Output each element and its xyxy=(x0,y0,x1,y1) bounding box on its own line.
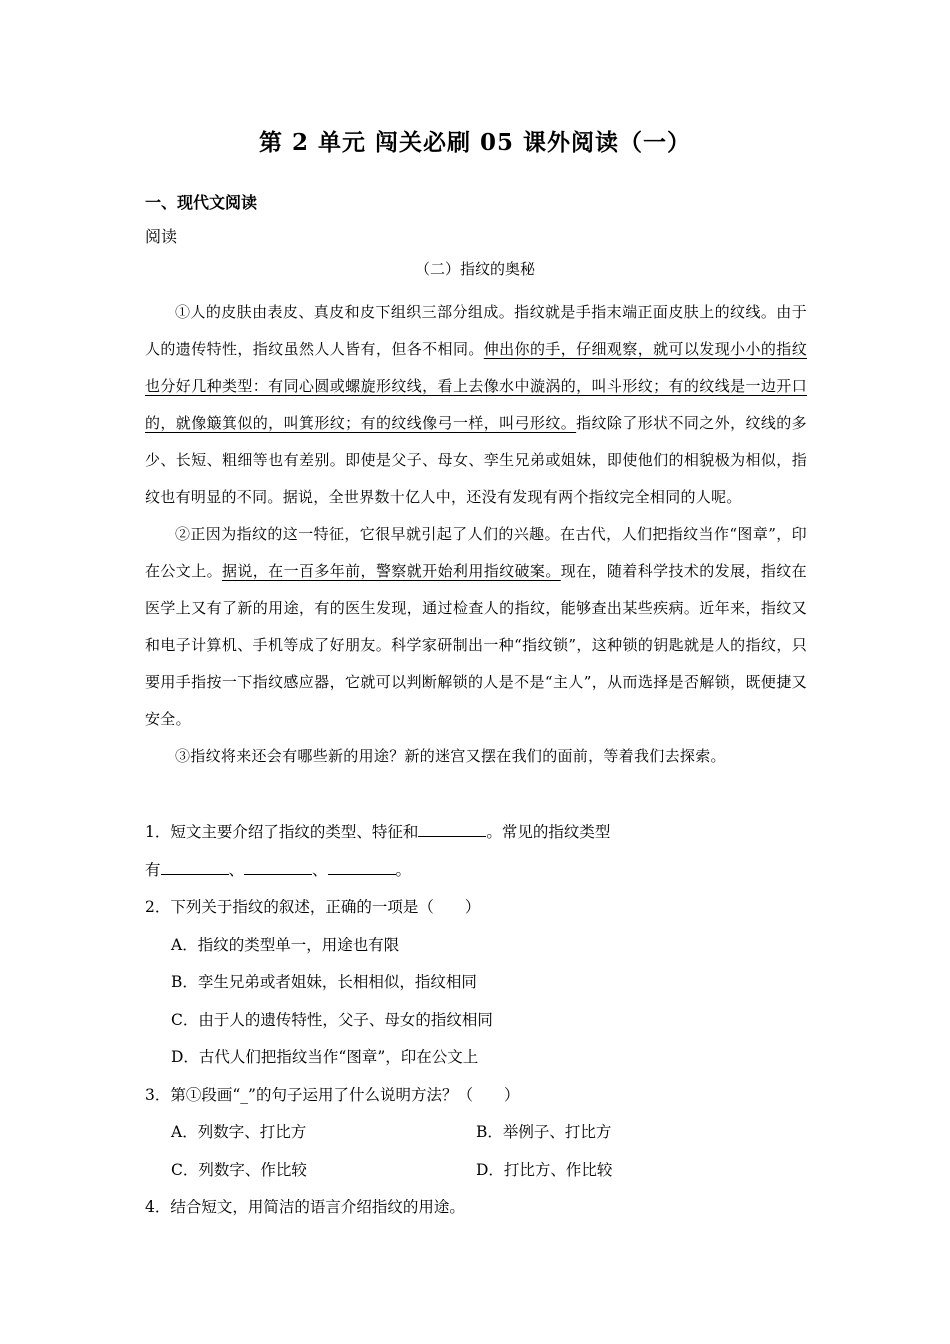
paragraph-2-text-a: ②正因为指纹的这一特征，它很早就引起了人们的兴趣。在古代，人们把指纹当作“图章”，印在公文上。 xyxy=(145,525,807,580)
underlined-sentence-2: 据说，在一百多年前，警察就开始利用指纹破案。 xyxy=(221,562,561,580)
underlined-sentence-1: 伸出你的手，仔细观察，就可以发现小小的指纹也分好几种类型：有同心圆或螺旋形纹线，看上去像水中漩涡的，叫斗形纹；有的纹线是一边开口的，就像簸箕似的，叫箕形纹；有的纹线像弓一样，叫弓形纹。 xyxy=(145,340,807,432)
answer-blank-1[interactable] xyxy=(418,835,486,837)
question-1-line-2 xyxy=(145,852,807,890)
question-4: 4．结合短文，用简洁的语言介绍指纹的用途。 xyxy=(145,1198,465,1216)
question-3-option-c[interactable]: C．列数字、作比较 xyxy=(171,1160,307,1179)
question-3-option-a[interactable]: A．列数字、打比方 xyxy=(171,1123,307,1141)
question-2-option-a[interactable]: A．指纹的类型单一，用途也有限 xyxy=(171,935,400,954)
question-1-end: 。 xyxy=(395,860,412,879)
answer-blank-2[interactable] xyxy=(161,873,229,875)
paragraph-1-text-a: ①人的皮肤由表皮、真皮和皮下组织三部分组成。指纹就是手指末端正面皮肤上的纹线。由于人的遗传特性，指纹虽然人人皆有，但各不相同。 xyxy=(145,303,807,358)
paragraph-1 xyxy=(145,294,807,516)
answer-blank-4[interactable] xyxy=(328,873,396,875)
paragraph-2 xyxy=(145,516,807,738)
reading-passage xyxy=(145,294,807,775)
question-1 xyxy=(145,814,807,852)
passage-title: （二）指纹的奥秘 xyxy=(414,260,535,278)
question-3-option-b[interactable]: B．举例子、打比方 xyxy=(476,1123,612,1141)
paragraph-3: ③指纹将来还会有哪些新的用途？新的迷宫又摆在我们的面前，等着我们去探索。 xyxy=(175,747,726,765)
page-title: 第 2 单元 闯关必刷 05 课外阅读（一） xyxy=(258,129,692,156)
question-2: 2．下列关于指纹的叙述，正确的一项是（ ） xyxy=(145,898,481,916)
question-2-option-d[interactable]: D．古代人们把指纹当作“图章”，印在公文上 xyxy=(171,1048,479,1066)
separator: 、 xyxy=(228,860,245,879)
question-1-text-a: 1．短文主要介绍了指纹的类型、特征和 xyxy=(145,823,419,841)
question-3-option-d[interactable]: D．打比方、作比较 xyxy=(476,1160,613,1179)
paragraph-2-text-b: 现在，随着科学技术的发展，指纹在医学上又有了新的用途，有的医生发现，通过检查人的指纹，能够查出某些疾病。近年来，指纹又和电子计算机、手机等成了好朋友。科学家研制出一种“指纹锁”，这种锁的钥匙就是人的指纹，只要用手指按一下指纹感应器，它就可以判断解锁的人是不是“主人”，从而选择是否解锁，既便捷又安全。 xyxy=(145,562,807,728)
paragraph-1-text-b: 指纹除了形状不同之外，纹线的多少、长短、粗细等也有差别。即使是父子、母女、孪生兄弟或姐妹，即使他们的相貌极为相似，指纹也有明显的不同。据说，全世界数十亿人中，还没有发现有两个指纹完全相同的人呢。 xyxy=(145,414,807,506)
question-1-text-b: 。常见的指纹类型 xyxy=(486,823,611,841)
question-3: 3．第①段画“_”的句子运用了什么说明方法？（ ） xyxy=(145,1085,520,1104)
question-list xyxy=(145,814,807,1227)
section-heading: 一、现代文阅读 xyxy=(145,193,258,212)
answer-blank-3[interactable] xyxy=(244,873,312,875)
question-3-options-row-2 xyxy=(145,1152,807,1190)
question-2-option-b[interactable]: B．孪生兄弟或者姐妹，长相相似，指纹相同 xyxy=(171,973,477,991)
question-2-option-c[interactable]: C．由于人的遗传特性，父子、母女的指纹相同 xyxy=(171,1010,493,1029)
instruction-text: 阅读 xyxy=(145,227,178,246)
separator: 、 xyxy=(312,860,328,879)
question-3-options-row-1 xyxy=(145,1114,807,1152)
question-1-text-c: 有 xyxy=(145,860,161,879)
